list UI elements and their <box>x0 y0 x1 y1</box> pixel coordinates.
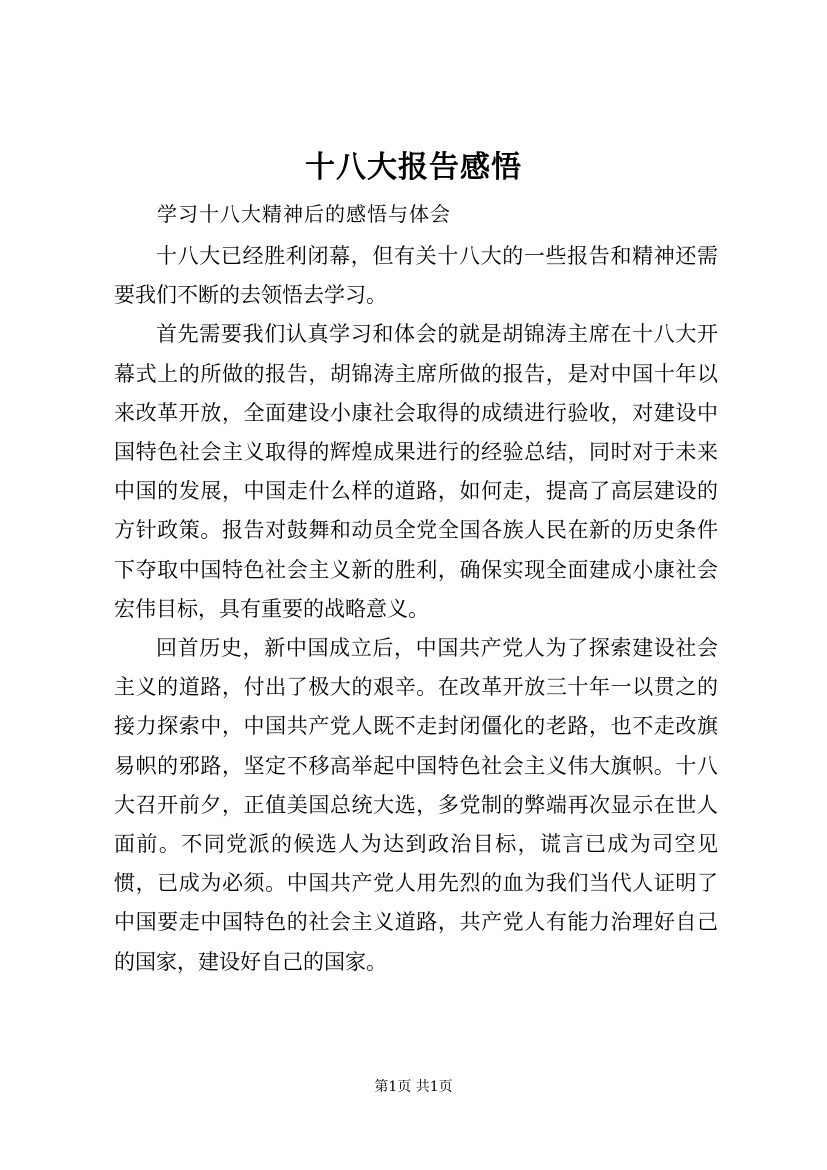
document-body <box>114 237 718 982</box>
paragraph: 首先需要我们认真学习和体会的就是胡锦涛主席在十八大开幕式上的所做的报告，胡锦涛主席所做的报告，是对中国十年以来改革开放，全面建设小康社会取得的成绩进行验收，对建设中国特色社会主义取得的辉煌成果进行的经验总结，同时对于未来中国的发展，中国走什么样的道路，如何走，提高了高层建设的方针政策。报告对鼓舞和动员全党全国各族人民在新的历史条件下夺取中国特色社会主义新的胜利，确保实现全面建成小康社会宏伟目标，具有重要的战略意义。 <box>114 322 718 621</box>
document-title: 十八大报告感悟 <box>305 150 522 185</box>
paragraph: 回首历史，新中国成立后，中国共产党人为了探索建设社会主义的道路，付出了极大的艰辛。在改革开放三十年一以贯之的接力探索中，中国共产党人既不走封闭僵化的老路，也不走改旗易帜的邪路，坚定不移高举起中国特色社会主义伟大旗帜。十八大召开前夕，正值美国总统大选，多党制的弊端再次显示在世人面前。不同党派的候选人为达到政治目标，谎言已成为司空见惯，已成为必须。中国共产党人用先烈的血为我们当代人证明了中国要走中国特色的社会主义道路，共产党人有能力治理好自己的国家，建设好自己的国家。 <box>114 636 718 974</box>
paragraph: 十八大已经胜利闭幕，但有关十八大的一些报告和精神还需要我们不断的去领悟去学习。 <box>114 244 718 308</box>
document-subtitle: 学习十八大精神后的感悟与体会 <box>157 202 451 226</box>
page-number-footer: 第1页 共1页 <box>374 1079 453 1095</box>
